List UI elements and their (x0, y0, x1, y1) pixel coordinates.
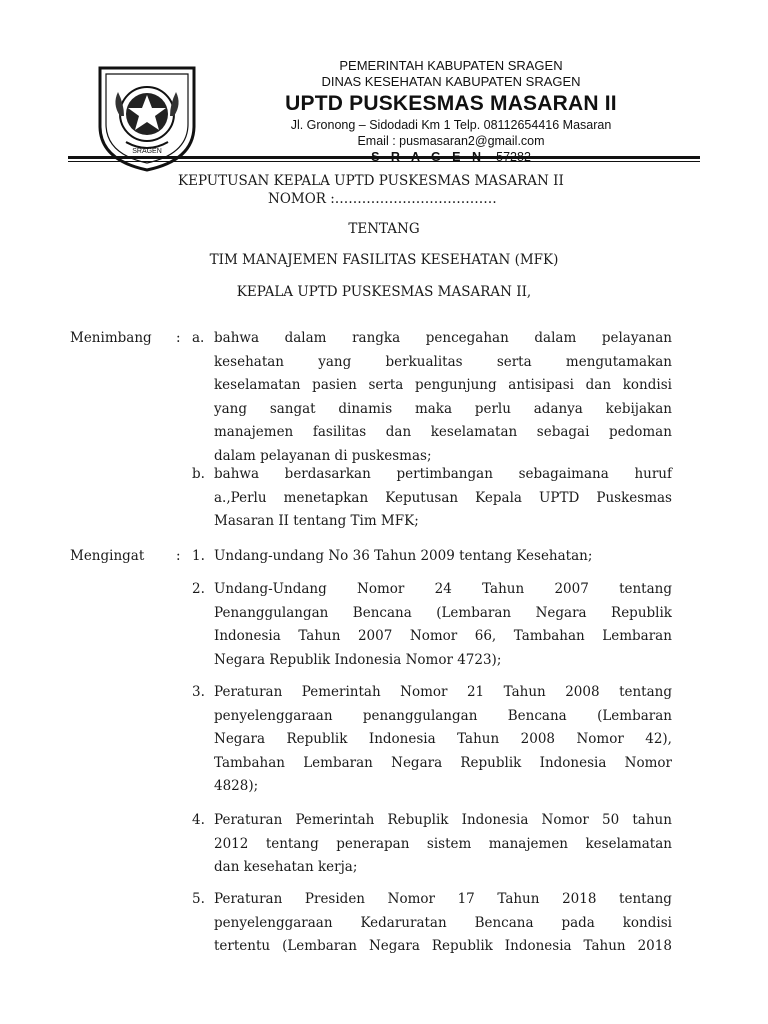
mengingat-colon: : (176, 548, 181, 564)
mengingat-clause-line: Tambahan Lembaran Negara Republik Indonesia Nomor (214, 754, 672, 771)
health-office-name: DINAS KESEHATAN KABUPATEN SRAGEN (321, 74, 581, 89)
about-label: TENTANG (348, 221, 420, 237)
menimbang-clause-line: bahwa berdasarkan pertimbangan sebagaimana huruf (214, 466, 672, 482)
mengingat-clause-last-line: dan kesehatan kerja; (214, 859, 358, 876)
institution-title: UPTD PUSKESMAS MASARAN II (285, 92, 617, 115)
mengingat-clause-line: tertentu (Lembaran Negara Republik Indonesia Tahun 2018 (214, 938, 672, 955)
decree-title: KEPUTUSAN KEPALA UPTD PUSKESMAS MASARAN II (178, 173, 564, 189)
mengingat-clause-line: Penanggulangan Bencana (Lembaran Negara Republik (214, 604, 672, 621)
mengingat-clause-line: 2012 tentang penerapan sistem manajemen keselamatan (214, 835, 672, 852)
issuer-line: KEPALA UPTD PUSKESMAS MASARAN II, (236, 284, 532, 300)
email-line: Email : pusmasaran2@gmail.com (357, 134, 545, 148)
menimbang-clause-line: manajemen fasilitas dan keselamatan sebagai pedoman (214, 424, 672, 441)
decree-number: NOMOR :……………………………… (268, 191, 497, 207)
letterhead-rule (68, 156, 700, 159)
letterhead (256, 58, 646, 166)
mengingat-label: Mengingat (70, 548, 145, 564)
mengingat-marker-4: 4. (192, 812, 205, 828)
mengingat-clause-line: Peraturan Pemerintah Rebuplik Indonesia Nomor 50 tahun (214, 812, 672, 828)
mengingat-clause-line: Undang-Undang Nomor 24 Tahun 2007 tentang (214, 581, 672, 597)
menimbang-marker-b: b. (192, 466, 205, 482)
menimbang-clause-line: bahwa dalam rangka pencegahan dalam pelayanan (214, 330, 672, 346)
menimbang-clause-line: keselamatan pasien serta pengunjung antisipasi dan kondisi (214, 377, 672, 394)
mengingat-clause-line: penyelenggaraan penanggulangan Bencana (Lembaran (214, 707, 672, 724)
menimbang-label: Menimbang (70, 330, 152, 346)
menimbang-clause-line: yang sangat dinamis maka perlu adanya kebijakan (214, 400, 672, 417)
government-name: PEMERINTAH KABUPATEN SRAGEN (339, 58, 563, 73)
menimbang-marker-a: a. (192, 330, 205, 346)
mengingat-clause-line: Negara Republik Indonesia Tahun 2008 Nomor 42), (214, 731, 672, 748)
menimbang-clause-last-line: Masaran II tentang Tim MFK; (214, 513, 419, 530)
mengingat-marker-1: 1. (192, 548, 205, 564)
menimbang-clause-last-line: dalam pelayanan di puskesmas; (214, 448, 432, 464)
mengingat-marker-5: 5. (192, 891, 205, 907)
menimbang-clause-line: kesehatan yang berkualitas serta mengutamakan (214, 353, 672, 370)
mengingat-clause-last-line: Negara Republik Indonesia Nomor 4723); (214, 651, 502, 668)
mengingat-clause-line: penyelenggaraan Kedaruratan Bencana pada kondisi (214, 914, 672, 931)
menimbang-clause-line: a.,Perlu menetapkan Keputusan Kepala UPTD Puskesmas (214, 489, 672, 506)
mengingat-clause-line: Indonesia Tahun 2007 Nomor 66, Tambahan Lembaran (214, 628, 672, 645)
mengingat-marker-3: 3. (192, 684, 205, 700)
mengingat-clause-line: Peraturan Pemerintah Nomor 21 Tahun 2008 tentang (214, 684, 672, 700)
decree-subject: TIM MANAJEMEN FASILITAS KESEHATAN (MFK) (209, 252, 559, 268)
mengingat-clause-last-line: 4828); (214, 778, 259, 795)
mengingat-clause-line: Peraturan Presiden Nomor 17 Tahun 2018 tentang (214, 891, 672, 907)
menimbang-colon: : (176, 330, 181, 346)
crest-label: SRAGEN (132, 148, 162, 155)
mengingat-marker-2: 2. (192, 581, 205, 597)
address-line: Jl. Gronong – Sidodadi Km 1 Telp. 08112654416 Masaran (290, 118, 612, 132)
mengingat-clause-last-line: Undang-undang No 36 Tahun 2009 tentang Kesehatan; (214, 548, 593, 564)
letterhead-rule-thin (68, 161, 700, 162)
